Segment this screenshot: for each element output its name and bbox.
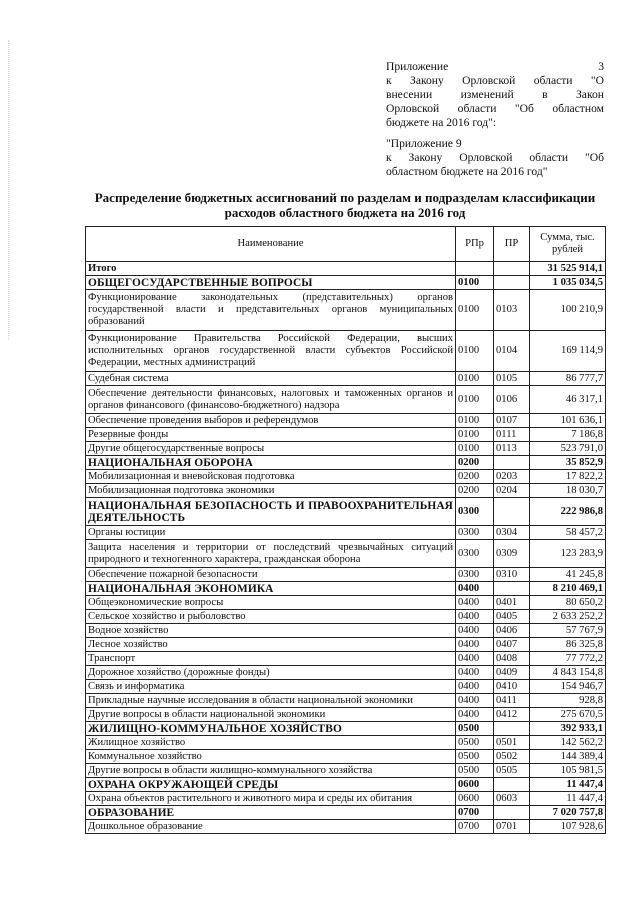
- row-rpr-cell: 0300: [456, 526, 494, 540]
- row-name-cell: ОХРАНА ОКРУЖАЮЩЕЙ СРЕДЫ: [86, 778, 456, 792]
- row-sum-cell: 18 030,7: [530, 484, 606, 498]
- table-row: [86, 792, 606, 806]
- row-pr-cell: 0505: [494, 764, 530, 778]
- row-pr-cell: [494, 276, 530, 290]
- table-row: [86, 386, 606, 414]
- row-pr-cell: 0104: [494, 331, 530, 372]
- row-name-cell: Дошкольное образование: [86, 820, 456, 834]
- row-name-cell: Другие вопросы в области национальной экономики: [86, 708, 456, 722]
- row-rpr-cell: 0700: [456, 820, 494, 834]
- appendix-line: к Закону Орловской области "Об: [386, 151, 604, 164]
- section-row: [86, 276, 606, 290]
- row-pr-cell: 0204: [494, 484, 530, 498]
- appendix-line: Орловской области "Об областном: [386, 102, 604, 115]
- table-row: [86, 526, 606, 540]
- row-pr-cell: 0411: [494, 694, 530, 708]
- row-sum-cell: 392 933,1: [530, 722, 606, 736]
- appendix-line: "Приложение 9: [386, 137, 462, 150]
- row-name-cell: Органы юстиции: [86, 526, 456, 540]
- appendix-line: к Закону Орловской области "О: [386, 74, 604, 87]
- row-name-cell: Другие общегосударственные вопросы: [86, 442, 456, 456]
- section-row: [86, 582, 606, 596]
- table-row: [86, 290, 606, 331]
- row-pr-cell: 0103: [494, 290, 530, 331]
- row-name-cell: Итого: [86, 262, 456, 276]
- row-sum-cell: 35 852,9: [530, 456, 606, 470]
- scan-margin-marks: [8, 40, 11, 340]
- row-rpr-cell: 0100: [456, 414, 494, 428]
- row-rpr-cell: 0300: [456, 568, 494, 582]
- row-sum-cell: 80 650,2: [530, 596, 606, 610]
- row-sum-cell: 123 283,9: [530, 540, 606, 568]
- row-name-cell: Судебная система: [86, 372, 456, 386]
- appendix-line: внесении изменений в Закон: [386, 88, 604, 101]
- row-pr-cell: 0113: [494, 442, 530, 456]
- row-rpr-cell: 0400: [456, 582, 494, 596]
- appendix-line: бюджете на 2016 год":: [386, 116, 497, 129]
- row-rpr-cell: 0600: [456, 778, 494, 792]
- row-name-cell: НАЦИОНАЛЬНАЯ ОБОРОНА: [86, 456, 456, 470]
- column-header-name: Наименование: [86, 227, 456, 262]
- column-header-rpr: РПр: [456, 227, 494, 262]
- row-name-cell: ЖИЛИЩНО-КОММУНАЛЬНОЕ ХОЗЯЙСТВО: [86, 722, 456, 736]
- row-name-cell: Функционирование законодательных (представительных) органов государственной власти и представительных органов муниципальных образований: [86, 290, 456, 331]
- row-rpr-cell: 0400: [456, 680, 494, 694]
- row-rpr-cell: 0200: [456, 456, 494, 470]
- row-sum-cell: 11 447,4: [530, 792, 606, 806]
- section-row: [86, 456, 606, 470]
- row-pr-cell: 0406: [494, 624, 530, 638]
- table-row: [86, 680, 606, 694]
- row-pr-cell: 0405: [494, 610, 530, 624]
- row-pr-cell: [494, 498, 530, 526]
- appendix-block-1: [386, 60, 604, 130]
- row-sum-cell: 107 928,6: [530, 820, 606, 834]
- row-sum-cell: 86 777,7: [530, 372, 606, 386]
- row-pr-cell: 0304: [494, 526, 530, 540]
- row-rpr-cell: 0100: [456, 386, 494, 414]
- row-sum-cell: 100 210,9: [530, 290, 606, 331]
- row-rpr-cell: 0500: [456, 764, 494, 778]
- row-sum-cell: 142 562,2: [530, 736, 606, 750]
- row-name-cell: Сельское хозяйство и рыболовство: [86, 610, 456, 624]
- row-sum-cell: 144 389,4: [530, 750, 606, 764]
- row-name-cell: НАЦИОНАЛЬНАЯ БЕЗОПАСНОСТЬ И ПРАВООХРАНИТЕЛЬНАЯ ДЕЯТЕЛЬНОСТЬ: [86, 498, 456, 526]
- row-rpr-cell: 0100: [456, 442, 494, 456]
- row-pr-cell: [494, 778, 530, 792]
- row-rpr-cell: 0400: [456, 624, 494, 638]
- document-title-line-2: расходов областного бюджета на 2016 год: [224, 205, 466, 220]
- row-rpr-cell: 0400: [456, 652, 494, 666]
- row-sum-cell: 275 670,5: [530, 708, 606, 722]
- row-pr-cell: [494, 722, 530, 736]
- row-name-cell: Защита населения и территории от последствий чрезвычайных ситуаций природного и техногенного характера, гражданская оборона: [86, 540, 456, 568]
- row-rpr-cell: 0300: [456, 498, 494, 526]
- row-name-cell: Прикладные научные исследования в области национальной экономики: [86, 694, 456, 708]
- row-sum-cell: 1 035 034,5: [530, 276, 606, 290]
- table-row: [86, 568, 606, 582]
- appendix-block-2: [386, 137, 604, 179]
- row-pr-cell: 0701: [494, 820, 530, 834]
- row-rpr-cell: 0400: [456, 694, 494, 708]
- row-rpr-cell: 0200: [456, 470, 494, 484]
- row-sum-cell: 169 114,9: [530, 331, 606, 372]
- row-sum-cell: 41 245,8: [530, 568, 606, 582]
- section-row: [86, 806, 606, 820]
- row-rpr-cell: 0400: [456, 638, 494, 652]
- table-row: [86, 652, 606, 666]
- row-pr-cell: 0502: [494, 750, 530, 764]
- row-name-cell: Водное хозяйство: [86, 624, 456, 638]
- row-sum-cell: 31 525 914,1: [530, 262, 606, 276]
- row-sum-cell: 17 822,2: [530, 470, 606, 484]
- row-rpr-cell: 0100: [456, 372, 494, 386]
- row-sum-cell: 77 772,2: [530, 652, 606, 666]
- row-pr-cell: [494, 582, 530, 596]
- row-sum-cell: 105 981,5: [530, 764, 606, 778]
- row-sum-cell: 11 447,4: [530, 778, 606, 792]
- row-rpr-cell: 0200: [456, 484, 494, 498]
- table-row: [86, 596, 606, 610]
- row-rpr-cell: 0500: [456, 722, 494, 736]
- row-sum-cell: 7 186,8: [530, 428, 606, 442]
- table-row: [86, 764, 606, 778]
- row-sum-cell: 222 986,8: [530, 498, 606, 526]
- row-pr-cell: 0603: [494, 792, 530, 806]
- table-row: [86, 428, 606, 442]
- row-pr-cell: 0107: [494, 414, 530, 428]
- table-row: [86, 372, 606, 386]
- table-row: [86, 414, 606, 428]
- row-pr-cell: 0310: [494, 568, 530, 582]
- section-row: [86, 498, 606, 526]
- total-row: [86, 262, 606, 276]
- row-name-cell: Мобилизационная и вневойсковая подготовка: [86, 470, 456, 484]
- row-sum-cell: 8 210 469,1: [530, 582, 606, 596]
- row-rpr-cell: 0500: [456, 736, 494, 750]
- row-pr-cell: 0309: [494, 540, 530, 568]
- row-name-cell: Коммунальное хозяйство: [86, 750, 456, 764]
- row-name-cell: Связь и информатика: [86, 680, 456, 694]
- row-name-cell: НАЦИОНАЛЬНАЯ ЭКОНОМИКА: [86, 582, 456, 596]
- column-header-pr: ПР: [494, 227, 530, 262]
- row-sum-cell: 4 843 154,8: [530, 666, 606, 680]
- row-name-cell: Дорожное хозяйство (дорожные фонды): [86, 666, 456, 680]
- appendix-line: областном бюджете на 2016 год": [386, 165, 548, 178]
- table-row: [86, 624, 606, 638]
- table-row: [86, 694, 606, 708]
- row-sum-cell: 58 457,2: [530, 526, 606, 540]
- row-pr-cell: 0111: [494, 428, 530, 442]
- row-name-cell: Охрана объектов растительного и животного мира и среды их обитания: [86, 792, 456, 806]
- appendix-line: Приложение 3: [386, 60, 604, 73]
- row-rpr-cell: 0300: [456, 540, 494, 568]
- row-name-cell: ОБЩЕГОСУДАРСТВЕННЫЕ ВОПРОСЫ: [86, 276, 456, 290]
- table-row: [86, 638, 606, 652]
- row-sum-cell: 86 325,8: [530, 638, 606, 652]
- row-sum-cell: 2 633 252,2: [530, 610, 606, 624]
- row-pr-cell: 0203: [494, 470, 530, 484]
- row-sum-cell: 57 767,9: [530, 624, 606, 638]
- row-sum-cell: 7 020 757,8: [530, 806, 606, 820]
- row-name-cell: Транспорт: [86, 652, 456, 666]
- budget-table: [85, 226, 606, 834]
- row-pr-cell: 0412: [494, 708, 530, 722]
- appendix-header: [386, 60, 604, 179]
- row-rpr-cell: 0100: [456, 428, 494, 442]
- table-row: [86, 470, 606, 484]
- row-rpr-cell: [456, 262, 494, 276]
- row-name-cell: Лесное хозяйство: [86, 638, 456, 652]
- row-name-cell: Другие вопросы в области жилищно-коммунального хозяйства: [86, 764, 456, 778]
- row-name-cell: Обеспечение деятельности финансовых, налоговых и таможенных органов и органов финансового (финансово-бюджетного) надзора: [86, 386, 456, 414]
- table-row: [86, 736, 606, 750]
- table-row: [86, 708, 606, 722]
- section-row: [86, 722, 606, 736]
- row-rpr-cell: 0400: [456, 666, 494, 680]
- row-pr-cell: 0408: [494, 652, 530, 666]
- table-row: [86, 331, 606, 372]
- row-sum-cell: 154 946,7: [530, 680, 606, 694]
- row-pr-cell: 0407: [494, 638, 530, 652]
- row-sum-cell: 46 317,1: [530, 386, 606, 414]
- table-row: [86, 750, 606, 764]
- row-rpr-cell: 0400: [456, 610, 494, 624]
- table-row: [86, 442, 606, 456]
- table-header-row: [86, 227, 606, 262]
- row-rpr-cell: 0400: [456, 596, 494, 610]
- row-name-cell: Резервные фонды: [86, 428, 456, 442]
- document-title-line-1: Распределение бюджетных ассигнований по разделам и подразделам классификации: [94, 190, 596, 205]
- row-pr-cell: [494, 456, 530, 470]
- row-name-cell: Мобилизационная подготовка экономики: [86, 484, 456, 498]
- row-sum-cell: 101 636,1: [530, 414, 606, 428]
- row-sum-cell: 523 791,0: [530, 442, 606, 456]
- row-name-cell: Функционирование Правительства Российской Федерации, высших исполнительных органов государственной власти субъектов Российской Федерации, местных администраций: [86, 331, 456, 372]
- table-row: [86, 484, 606, 498]
- table-row: [86, 820, 606, 834]
- row-name-cell: Жилищное хозяйство: [86, 736, 456, 750]
- row-rpr-cell: 0100: [456, 276, 494, 290]
- row-rpr-cell: 0100: [456, 290, 494, 331]
- row-name-cell: Общеэкономические вопросы: [86, 596, 456, 610]
- row-name-cell: ОБРАЗОВАНИЕ: [86, 806, 456, 820]
- document-title: [85, 190, 605, 220]
- row-name-cell: Обеспечение пожарной безопасности: [86, 568, 456, 582]
- row-rpr-cell: 0400: [456, 708, 494, 722]
- row-rpr-cell: 0600: [456, 792, 494, 806]
- row-name-cell: Обеспечение проведения выборов и референдумов: [86, 414, 456, 428]
- row-rpr-cell: 0700: [456, 806, 494, 820]
- table-row: [86, 666, 606, 680]
- row-pr-cell: [494, 262, 530, 276]
- table-row: [86, 610, 606, 624]
- row-rpr-cell: 0100: [456, 331, 494, 372]
- row-pr-cell: 0401: [494, 596, 530, 610]
- row-pr-cell: 0409: [494, 666, 530, 680]
- row-pr-cell: [494, 806, 530, 820]
- table-row: [86, 540, 606, 568]
- row-pr-cell: 0105: [494, 372, 530, 386]
- row-rpr-cell: 0500: [456, 750, 494, 764]
- section-row: [86, 778, 606, 792]
- column-header-sum: Сумма, тыс. рублей: [530, 227, 606, 262]
- row-pr-cell: 0106: [494, 386, 530, 414]
- row-pr-cell: 0410: [494, 680, 530, 694]
- row-pr-cell: 0501: [494, 736, 530, 750]
- row-sum-cell: 928,8: [530, 694, 606, 708]
